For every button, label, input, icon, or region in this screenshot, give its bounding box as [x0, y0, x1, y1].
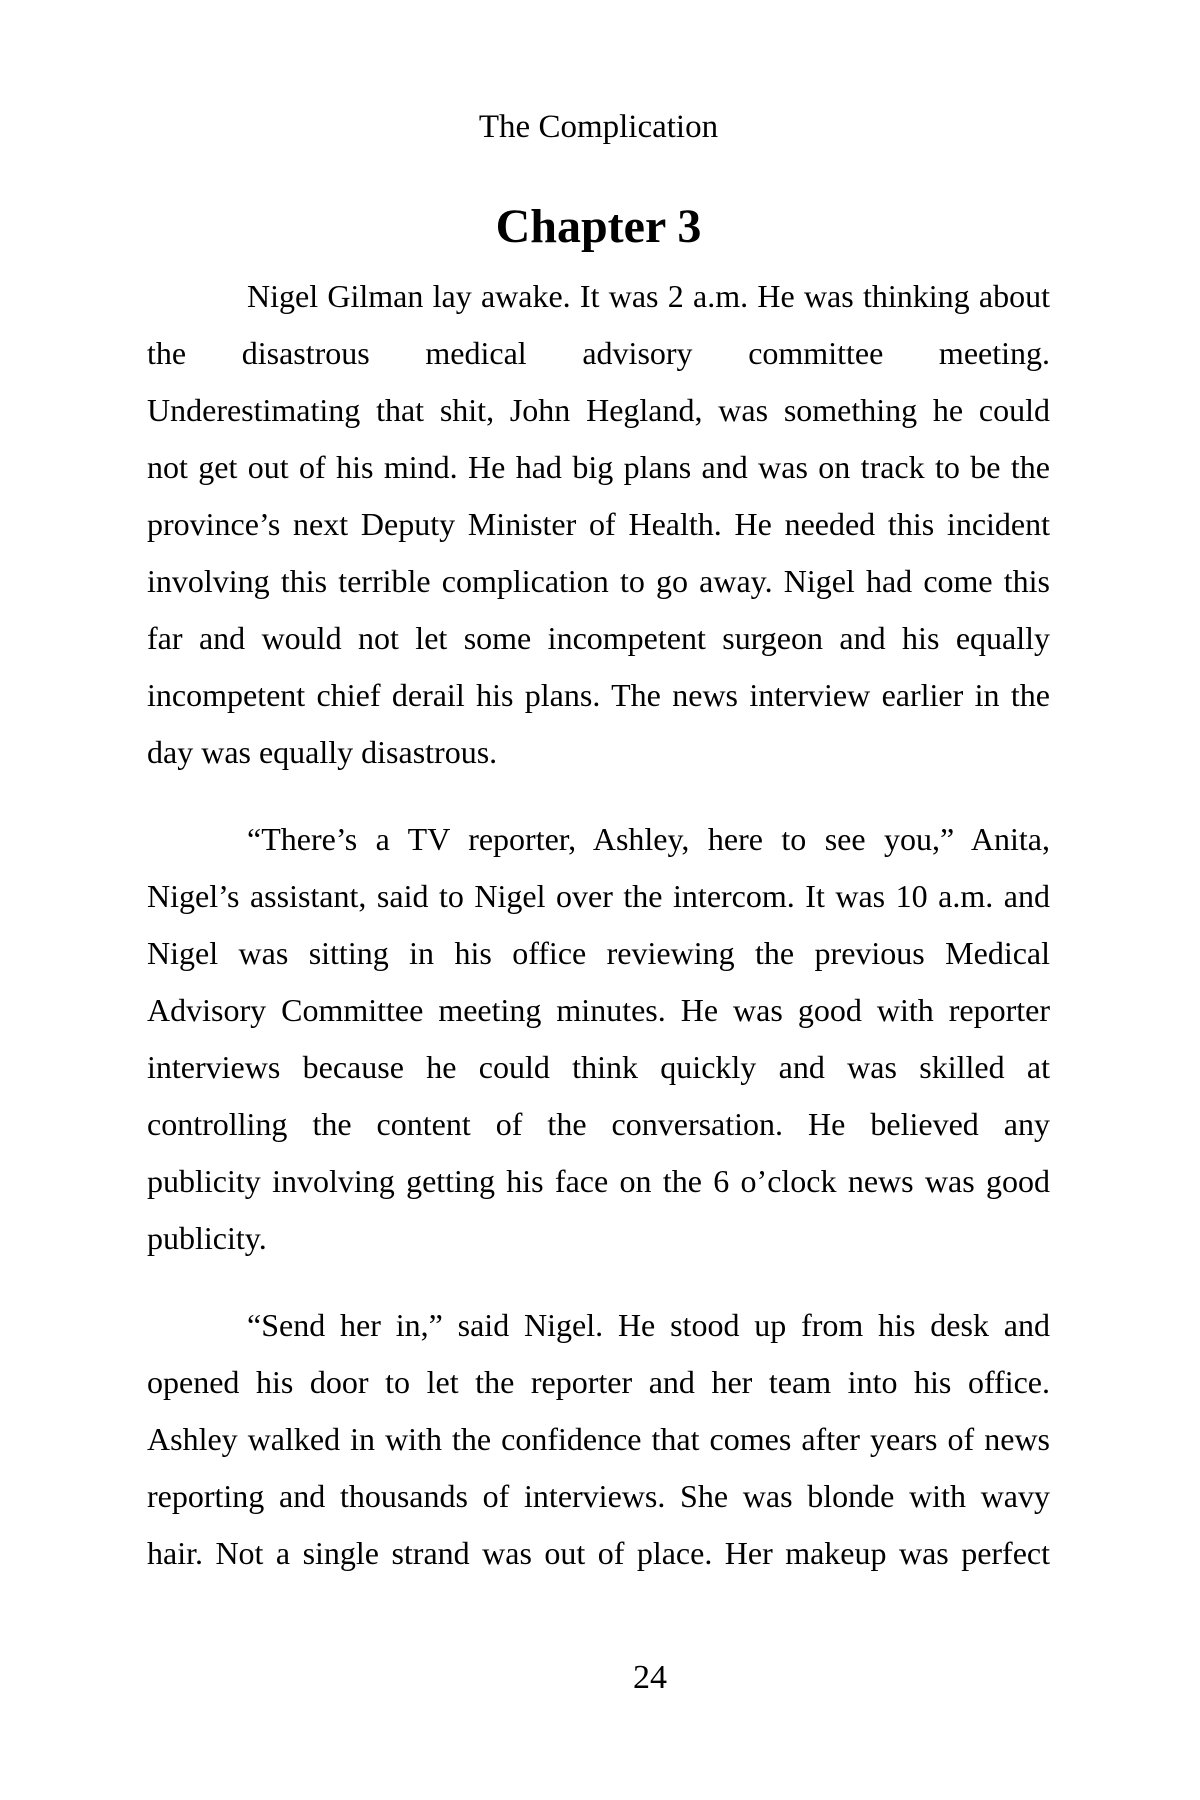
text-line: not get out of his mind. He had big plans and was on track to be the: [147, 449, 1050, 485]
paragraph-2: [147, 811, 1050, 1267]
body-text: [147, 268, 1050, 1612]
text-line: publicity.: [147, 1220, 267, 1256]
text-line: far and would not let some incompetent surgeon and his equally: [147, 620, 1050, 656]
text-line: Ashley walked in with the confidence that comes after years of news: [147, 1421, 1050, 1457]
text-line: interviews because he could think quickly and was skilled at: [147, 1049, 1050, 1085]
text-line: opened his door to let the reporter and her team into his office.: [147, 1364, 1050, 1400]
text-line: the disastrous medical advisory committee meeting.: [147, 335, 1050, 371]
text-line: Nigel was sitting in his office reviewing the previous Medical: [147, 935, 1050, 971]
paragraph-3: [147, 1297, 1050, 1582]
text-line: Nigel Gilman lay awake. It was 2 a.m. He was thinking about: [247, 278, 1050, 314]
text-line: publicity involving getting his face on the 6 o’clock news was good: [147, 1163, 1050, 1199]
text-line: involving this terrible complication to go away. Nigel had come this: [147, 563, 1050, 599]
text-line: reporting and thousands of interviews. She was blonde with wavy: [147, 1478, 1050, 1514]
running-header: The Complication: [478, 109, 719, 145]
text-line: province’s next Deputy Minister of Health. He needed this incident: [147, 506, 1050, 542]
page-number: 24: [633, 1659, 667, 1696]
text-line: incompetent chief derail his plans. The news interview earlier in the: [147, 677, 1050, 713]
chapter-heading: Chapter 3: [495, 200, 702, 253]
text-line: “There’s a TV reporter, Ashley, here to see you,” Anita,: [247, 821, 1050, 857]
paragraph-1: [147, 268, 1050, 781]
text-line: hair. Not a single strand was out of place. Her makeup was perfect: [147, 1535, 1050, 1571]
text-line: “Send her in,” said Nigel. He stood up from his desk and: [247, 1307, 1050, 1343]
text-line: day was equally disastrous.: [147, 734, 498, 770]
text-line: Advisory Committee meeting minutes. He was good with reporter: [147, 992, 1050, 1028]
text-line: Underestimating that shit, John Hegland, was something he could: [147, 392, 1050, 428]
text-line: controlling the content of the conversation. He believed any: [147, 1106, 1050, 1142]
text-line: Nigel’s assistant, said to Nigel over the intercom. It was 10 a.m. and: [147, 878, 1050, 914]
